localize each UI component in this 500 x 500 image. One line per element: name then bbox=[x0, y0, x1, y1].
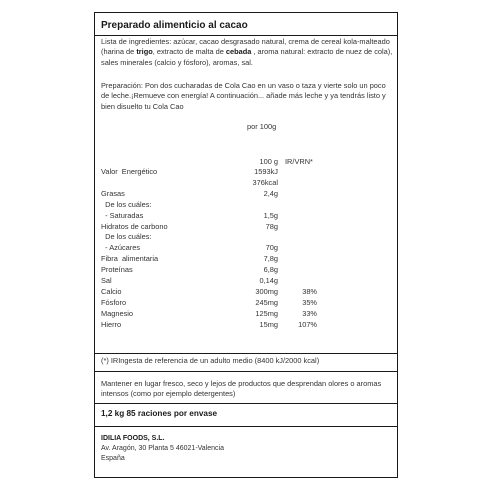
nutrition-row bbox=[95, 178, 395, 188]
nutrition-row bbox=[95, 276, 395, 286]
nutrient-ir-percent: 107% bbox=[298, 319, 317, 329]
nutrient-label: Grasas bbox=[101, 188, 125, 198]
nutrient-label: - Saturadas bbox=[101, 210, 144, 220]
nutrient-amount: 0,14g bbox=[259, 276, 278, 285]
nutrient-label: Fósforo bbox=[101, 297, 127, 307]
product-title: Preparado alimenticio al cacao bbox=[101, 20, 248, 31]
ingredients-part-2: , extracto de malta de bbox=[152, 47, 226, 57]
nutrition-row bbox=[95, 254, 395, 264]
nutrition-header-row bbox=[95, 157, 395, 167]
ingredients-part-3: , aroma natural: extracto de nuez de cola), sales minerales (calcio y fósforo), aromas, sal. bbox=[101, 47, 393, 67]
company-name: IDILIA FOODS, S.L. bbox=[101, 435, 165, 442]
company-address: Av. Aragón, 30 Planta 5 46021-Valencia bbox=[101, 445, 224, 452]
nutrition-row bbox=[95, 222, 395, 232]
nutrient-amount: 1,5g bbox=[263, 210, 278, 220]
nutrition-row bbox=[95, 320, 395, 330]
ingredients-text bbox=[101, 37, 393, 68]
nutrient-amount: 6,8g bbox=[263, 265, 278, 275]
nutrient-amount: 2,4g bbox=[263, 188, 278, 198]
nutrient-amount: 125mg bbox=[255, 308, 278, 318]
nutrition-row bbox=[95, 298, 395, 308]
company-info bbox=[101, 434, 224, 464]
serving-divider bbox=[95, 426, 397, 427]
preparation-text: Preparación: Pon dos cucharadas de Cola Cao en un vaso o taza y vierte solo un poco de leche.¡Remueve con energía! A continuación... añade más leche y ya tendrás listo y bien disuelto tu Cola Cao bbox=[101, 81, 386, 111]
nutrition-row bbox=[95, 309, 395, 319]
nutrition-row bbox=[95, 211, 395, 221]
company-country: España bbox=[101, 455, 125, 462]
nutrition-row bbox=[95, 243, 395, 253]
nutrition-row bbox=[95, 287, 395, 297]
nutrition-row bbox=[95, 265, 395, 275]
nutrient-label: Hidratos de carbono bbox=[101, 221, 168, 231]
nutrient-amount: 78g bbox=[265, 221, 278, 231]
nutrient-label: Valor Energético bbox=[101, 167, 158, 176]
nutrient-label: - Azúcares bbox=[101, 243, 141, 253]
storage-divider bbox=[95, 403, 397, 404]
title-divider bbox=[95, 35, 397, 36]
nutrition-row bbox=[95, 232, 395, 242]
nutrient-label: Fibra alimentaria bbox=[101, 254, 159, 264]
nutrition-row bbox=[95, 200, 395, 210]
table-divider bbox=[95, 353, 397, 354]
serving-info: 1,2 kg 85 raciones por envase bbox=[101, 409, 218, 418]
nutrient-ir-percent: 35% bbox=[302, 297, 317, 307]
nutrient-amount: 300mg bbox=[255, 286, 278, 296]
footnote-divider bbox=[95, 371, 397, 372]
nutrition-row bbox=[95, 189, 395, 199]
reference-footnote: (*) IRIngesta de referencia de un adulto medio (8400 kJ/2000 kcal) bbox=[101, 356, 320, 365]
nutrition-row bbox=[95, 167, 395, 177]
storage-instructions: Mantener en lugar fresco, seco y lejos de productos que desprendan olores o aromas intensos (como por ejemplo detergentes) bbox=[101, 379, 382, 398]
nutrient-amount: 1593kJ bbox=[254, 167, 278, 176]
allergen-wheat: trigo bbox=[136, 47, 153, 57]
nutrient-label: De los cuáles: bbox=[101, 199, 152, 209]
nutrient-amount: 15mg bbox=[259, 319, 278, 329]
nutrient-label: De los cuáles: bbox=[101, 232, 152, 242]
nutrient-label: Hierro bbox=[101, 319, 122, 329]
nutrient-label: Calcio bbox=[101, 286, 122, 296]
nutrient-amount: 376kcal bbox=[252, 177, 278, 187]
header-amount: 100 g bbox=[259, 157, 278, 166]
nutrient-label: Sal bbox=[101, 276, 112, 285]
header-ir: IR/VRN* bbox=[285, 157, 313, 166]
nutrient-amount: 70g bbox=[265, 243, 278, 253]
allergen-barley: cebada bbox=[225, 47, 252, 57]
nutrient-amount: 7,8g bbox=[263, 254, 278, 264]
nutrient-ir-percent: 33% bbox=[302, 308, 317, 318]
nutrient-label: Magnesio bbox=[101, 308, 134, 318]
nutrient-ir-percent: 38% bbox=[302, 286, 317, 296]
ingredients-part-1: Lista de ingredientes: azúcar, cacao desgrasado natural, crema de cereal kola-malteado (harina de bbox=[101, 37, 390, 57]
nutrient-amount: 245mg bbox=[255, 297, 278, 307]
product-label-sheet bbox=[94, 12, 398, 478]
nutrient-label: Proteínas bbox=[101, 265, 133, 275]
per-100g-heading: por 100g bbox=[247, 122, 277, 131]
